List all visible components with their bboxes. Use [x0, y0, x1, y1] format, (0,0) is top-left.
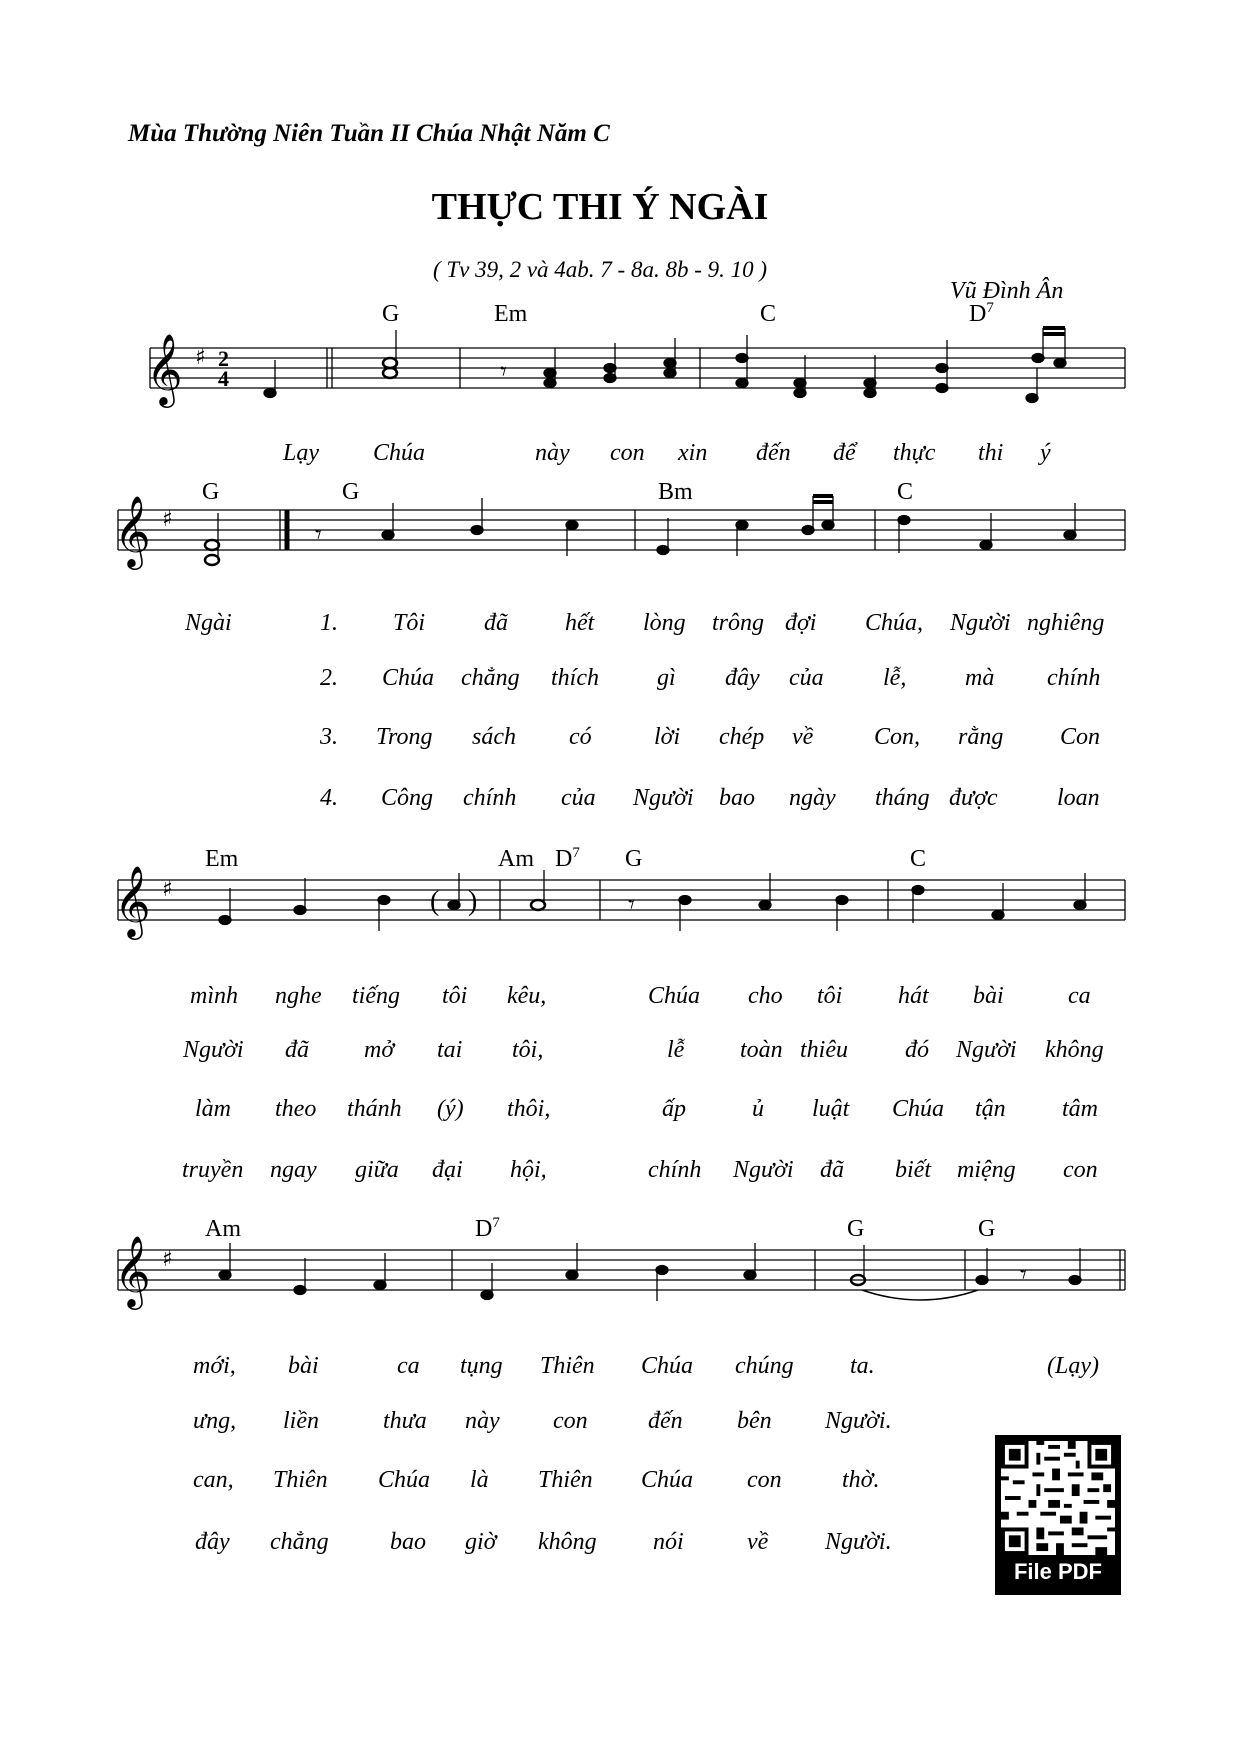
lyric-syllable: tâm — [1062, 1096, 1098, 1122]
lyric-syllable: mở — [364, 1037, 395, 1063]
lyric-syllable: Người — [633, 785, 694, 811]
lyric-syllable: thi — [978, 440, 1004, 466]
lyric-syllable: Con, — [874, 724, 921, 750]
chord-symbol: Em — [494, 301, 528, 327]
lyric-syllable: xin — [678, 440, 708, 466]
lyric-syllable: Thiên — [273, 1467, 328, 1493]
lyric-syllable: tôi, — [512, 1037, 544, 1063]
key-signature-sharp: ♯ — [162, 507, 173, 532]
lyric-syllable: toàn — [740, 1037, 783, 1063]
lyric-syllable: ưng, — [193, 1408, 237, 1434]
lyric-syllable: Chúa — [641, 1353, 694, 1379]
lyric-syllable: này — [535, 440, 570, 466]
lyric-syllable: 4. — [320, 785, 338, 811]
lyric-syllable: tôi — [817, 983, 843, 1009]
svg-text:4: 4 — [218, 366, 229, 391]
lyric-syllable: ý — [1040, 440, 1051, 466]
chord-symbol: C — [897, 479, 914, 505]
key-signature-sharp: ♯ — [162, 877, 173, 902]
lyric-syllable: Người — [183, 1037, 244, 1063]
key-signature-sharp: ♯ — [162, 1247, 173, 1272]
lyric-syllable: con — [553, 1408, 588, 1434]
lyric-syllable: con — [610, 440, 645, 466]
lyric-syllable: là — [470, 1467, 489, 1493]
lyric-syllable: tôi — [442, 983, 468, 1009]
lyric-syllable: thôi, — [507, 1096, 551, 1122]
lyric-syllable: Chúa, — [865, 610, 924, 636]
svg-text:𝄾: 𝄾 — [500, 357, 507, 386]
lyric-syllable: đến — [756, 440, 791, 466]
chord-symbol: Am — [205, 1216, 241, 1242]
chord-symbol: $D^7$ — [555, 845, 580, 872]
staff-system-3 — [110, 845, 1130, 965]
lyric-syllable: con — [747, 1467, 782, 1493]
lyric-syllable: giờ — [465, 1529, 497, 1555]
lyric-syllable: liền — [283, 1408, 319, 1434]
lyric-syllable: chúng — [735, 1353, 794, 1379]
lyric-syllable: của — [789, 665, 824, 691]
lyric-syllable: ủ — [752, 1096, 764, 1122]
psalm-reference: ( Tv 39, 2 và 4ab. 7 - 8a. 8b - 9. 10 ) — [432, 257, 768, 282]
treble-clef: 𝄞 — [114, 864, 151, 937]
lyric-syllable: đây — [195, 1529, 230, 1555]
lyric-syllable: mình — [190, 983, 238, 1009]
lyric-syllable: bên — [737, 1408, 772, 1434]
lyric-syllable: Công — [381, 785, 434, 811]
lyric-syllable: ngay — [270, 1157, 317, 1183]
lyric-syllable: kêu, — [507, 983, 547, 1009]
lyric-syllable: 2. — [320, 665, 338, 691]
lyric-syllable: rằng — [958, 724, 1004, 750]
lyric-syllable: loan — [1057, 785, 1100, 811]
lyric-syllable: sách — [472, 724, 516, 750]
lyric-syllable: Người — [950, 610, 1011, 636]
lyric-syllable: tiếng — [352, 983, 400, 1009]
lyric-syllable: Người. — [825, 1408, 892, 1434]
lyric-syllable: Tôi — [393, 610, 426, 636]
chord-symbol: C — [910, 846, 927, 872]
lyric-syllable: đó — [905, 1037, 929, 1063]
lyric-syllable: thưa — [383, 1408, 427, 1434]
lyric-syllable: Thiên — [540, 1353, 595, 1379]
lyric-syllable: đã — [285, 1037, 309, 1063]
lyric-syllable: nói — [653, 1529, 684, 1555]
lyric-syllable: đã — [820, 1157, 844, 1183]
chord-symbol: G — [978, 1216, 996, 1242]
lyric-syllable: 1. — [320, 610, 338, 636]
lyric-syllable: đến — [648, 1408, 683, 1434]
lyric-syllable: Lạy — [283, 440, 319, 466]
chord-symbol: Bm — [658, 479, 693, 505]
lyric-syllable: không — [538, 1529, 597, 1555]
staff-system-4 — [110, 1215, 1130, 1335]
lyric-syllable: Người. — [825, 1529, 892, 1555]
lyric-syllable: của — [561, 785, 596, 811]
lyric-syllable: chính — [648, 1157, 702, 1183]
lyric-syllable: gì — [657, 665, 676, 691]
lyric-syllable: Chúa — [382, 665, 435, 691]
lyric-syllable: chép — [719, 724, 765, 750]
treble-clef: 𝄞 — [146, 332, 183, 405]
lyric-syllable: có — [569, 724, 592, 750]
chord-symbol: G — [342, 479, 360, 505]
chord-symbol: $D^7$ — [969, 300, 994, 327]
chord-symbol: Em — [205, 846, 239, 872]
lyric-syllable: Con — [1060, 724, 1101, 750]
lyric-syllable: tụng — [460, 1353, 503, 1379]
lyric-syllable: ca — [397, 1353, 420, 1379]
lyric-syllable: về — [792, 724, 814, 750]
music-staff — [110, 300, 1130, 420]
lyric-syllable: thờ. — [842, 1467, 880, 1493]
lyric-syllable: được — [949, 785, 998, 811]
lyric-syllable: này — [465, 1408, 500, 1434]
lyric-syllable: con — [1063, 1157, 1098, 1183]
lyric-syllable: chẳng — [461, 665, 520, 691]
lyric-syllable: mới, — [193, 1353, 236, 1379]
lyric-syllable: can, — [193, 1467, 234, 1493]
lyric-syllable: truyền — [182, 1157, 244, 1183]
svg-text:𝄾: 𝄾 — [1020, 1260, 1027, 1289]
lyric-syllable: Chúa — [641, 1467, 694, 1493]
lyric-syllable: Chúa — [892, 1096, 945, 1122]
music-staff — [110, 845, 1130, 965]
lyric-syllable: ấp — [662, 1096, 686, 1122]
svg-text:): ) — [468, 886, 478, 917]
lyric-syllable: Ngài — [185, 610, 232, 636]
lyric-syllable: 3. — [320, 724, 338, 750]
chord-symbol: $D^7$ — [475, 1215, 500, 1242]
lyric-syllable: bao — [719, 785, 755, 811]
lyric-syllable: theo — [275, 1096, 317, 1122]
lyric-syllable: đây — [725, 665, 760, 691]
lyric-syllable: đã — [484, 610, 508, 636]
lyric-syllable: lời — [654, 724, 681, 750]
lyric-syllable: thiêu — [800, 1037, 848, 1063]
lyric-syllable: bao — [390, 1529, 426, 1555]
lyric-syllable: lòng — [643, 610, 686, 636]
lyric-syllable: Chúa — [378, 1467, 431, 1493]
lyric-syllable: mà — [965, 665, 995, 691]
lyric-syllable: (Lạy) — [1047, 1353, 1099, 1379]
svg-text:𝄾: 𝄾 — [315, 520, 322, 549]
lyric-syllable: hát — [898, 983, 929, 1009]
key-signature-sharp: ♯ — [195, 345, 206, 370]
lyric-syllable: thực — [893, 440, 936, 466]
lyric-syllable: (ý) — [437, 1096, 464, 1122]
lyric-syllable: ngày — [789, 785, 836, 811]
song-title: THỰC THI Ý NGÀI — [431, 186, 769, 228]
treble-clef: 𝄞 — [114, 1234, 151, 1307]
lyric-syllable: về — [747, 1529, 769, 1555]
lyric-syllable: đợi — [785, 610, 817, 636]
lyric-syllable: lễ — [667, 1037, 685, 1063]
lyric-syllable: bài — [288, 1353, 319, 1379]
lyric-syllable: tháng — [875, 785, 930, 811]
lyric-syllable: tận — [975, 1096, 1006, 1122]
lyric-syllable: chính — [463, 785, 517, 811]
lyric-syllable: ca — [1068, 983, 1091, 1009]
lyric-syllable: bài — [973, 983, 1004, 1009]
svg-text:𝄾: 𝄾 — [628, 890, 635, 919]
lyric-syllable: ta. — [850, 1353, 875, 1379]
music-staff — [110, 478, 1130, 598]
lyric-syllable: Chúa — [648, 983, 701, 1009]
lyric-syllable: nghiêng — [1027, 610, 1105, 636]
lyric-syllable: chính — [1047, 665, 1101, 691]
lyric-syllable: Trong — [376, 724, 433, 750]
lyric-syllable: chẳng — [270, 1529, 329, 1555]
chord-symbol: G — [625, 846, 643, 872]
lyric-syllable: Thiên — [538, 1467, 593, 1493]
liturgical-season-header: Mùa Thường Niên Tuần II Chúa Nhật Năm C — [128, 120, 610, 147]
lyric-syllable: đại — [432, 1157, 463, 1183]
lyric-syllable: không — [1045, 1037, 1104, 1063]
lyric-syllable: cho — [748, 983, 783, 1009]
lyric-syllable: giữa — [355, 1157, 399, 1183]
file-pdf-label: File PDF — [1013, 1559, 1102, 1584]
chord-symbol: G — [382, 301, 400, 327]
lyric-syllable: để — [833, 440, 856, 466]
lyric-syllable: hết — [565, 610, 595, 636]
lyric-syllable: nghe — [275, 983, 322, 1009]
svg-text:2: 2 — [218, 346, 229, 371]
lyric-syllable: luật — [812, 1096, 850, 1122]
lyric-syllable: Người — [733, 1157, 794, 1183]
lyric-syllable: miệng — [957, 1157, 1016, 1183]
chord-symbol: C — [760, 301, 777, 327]
chord-symbol: G — [202, 479, 220, 505]
lyric-syllable: thích — [551, 665, 599, 691]
lyric-syllable: tai — [437, 1037, 463, 1063]
lyric-syllable: hội, — [510, 1157, 547, 1183]
qr-code-icon — [1001, 1441, 1115, 1555]
staff-system-2 — [110, 478, 1130, 598]
lyric-syllable: làm — [195, 1096, 231, 1122]
staff-system-1 — [110, 300, 1130, 420]
lyric-syllable: biết — [895, 1157, 931, 1183]
lyric-syllable: Chúa — [373, 440, 426, 466]
composer-name: Vũ Đình Ân — [950, 278, 1064, 304]
lyric-syllable: lễ, — [883, 665, 907, 691]
chord-symbol: Am — [498, 846, 534, 872]
treble-clef: 𝄞 — [114, 494, 151, 567]
lyric-syllable: trông — [712, 610, 765, 636]
chord-symbol: G — [847, 1216, 865, 1242]
lyric-syllable: Người — [956, 1037, 1017, 1063]
svg-text:(: ( — [430, 886, 440, 917]
lyric-syllable: thánh — [347, 1096, 402, 1122]
music-staff — [110, 1215, 1130, 1335]
qr-code-pdf-link[interactable] — [995, 1435, 1121, 1595]
